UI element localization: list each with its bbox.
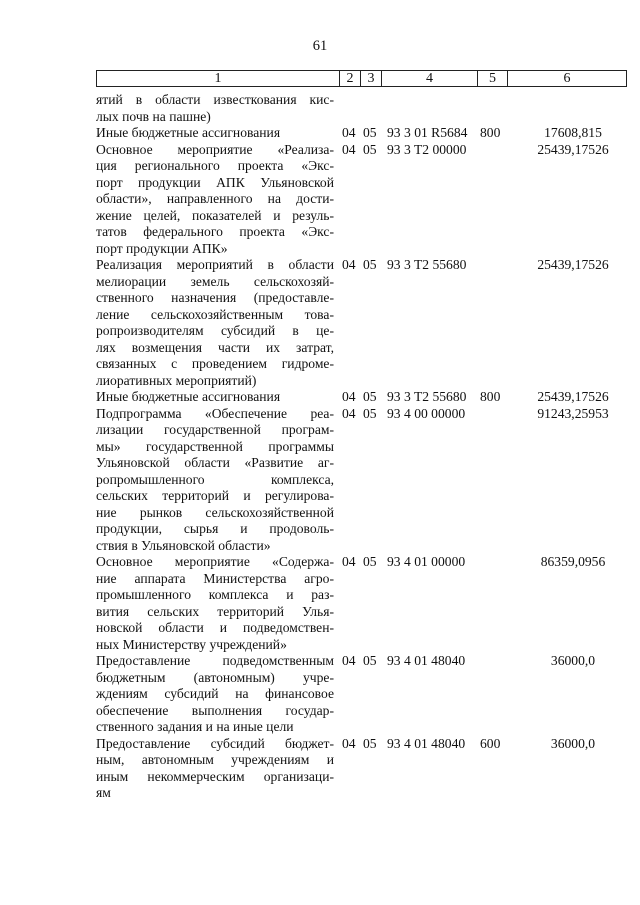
column-header-2: 2 [340,71,361,87]
section-code: 04 [342,257,356,272]
description-line: промышленного комплекса и раз- [96,587,334,602]
description-line: ям [96,785,111,800]
table-row [96,389,626,406]
description-line: иным некоммерческим организаци- [96,768,334,784]
description-line: жение целей, показателей и резуль- [96,207,334,223]
subsection-code: 05 [363,405,377,421]
target-article-code: 93 3 01 R5684 [387,125,468,140]
expense-type-code: 800 [480,389,501,404]
description-line: Иные бюджетные ассигнования [96,125,281,140]
target-article-code: 93 4 01 00000 [387,554,466,569]
description-line: Основное мероприятие «Реализа- [96,141,334,157]
column-header-1: 1 [97,71,340,87]
description-line: лизации государственной програм- [96,422,334,437]
subsection-code: 05 [363,257,377,272]
table-row [96,92,626,125]
table-row [96,142,626,258]
subsection-code: 05 [363,554,377,569]
table-row [96,257,626,389]
expense-type-code: 800 [480,125,501,140]
column-header-4: 4 [382,71,478,87]
table-row [96,125,626,142]
target-article-code: 93 4 01 48040 [387,653,466,668]
description-line: ственного задания и на иные цели [96,719,294,734]
target-article-code: 93 3 T2 55680 [387,389,467,404]
column-header-row [97,71,627,87]
row-description [96,142,334,258]
row-description [96,406,334,555]
description-line: лиоративных мероприятий) [96,372,257,388]
description-line: ственного назначения (предоставле- [96,290,334,305]
description-line: Основное мероприятие «Содержа- [96,554,334,569]
section-code: 04 [342,653,356,668]
table-row [96,653,626,736]
column-header-3: 3 [361,71,382,87]
target-article-code: 93 3 T2 00000 [387,141,467,157]
row-description [96,653,334,736]
target-article-code: 93 4 00 00000 [387,405,466,421]
description-line: ние рынков сельскохозяйственной [96,504,334,520]
description-line: ждениям субсидий на финансовое [96,686,334,701]
description-line: лых почв на пашне) [96,108,211,124]
description-line: ция регионального проекта «Экс- [96,158,334,173]
description-line: мы» государственной программы [96,438,334,454]
subsection-code: 05 [363,125,377,140]
row-amount: 36000,0 [550,735,596,751]
description-line: мелиорации земель сельскохозяй- [96,273,334,289]
description-line: Реализация мероприятий в области [96,257,334,272]
description-line: Ульяновской области «Развитие аг- [96,455,334,470]
table-row [96,406,626,555]
description-line: Предоставление субсидий бюджет- [96,735,334,751]
row-amount: 25439,17526 [537,257,609,272]
description-line: бюджетным (автономным) учре- [96,669,334,685]
target-article-code: 93 3 T2 55680 [387,257,467,272]
section-code: 04 [342,125,356,140]
subsection-code: 05 [363,735,377,751]
description-line: продукции, сырья и продоволь- [96,521,334,536]
description-line: обеспечение выполнения государ- [96,702,334,718]
description-line: ропроизводителям субсидий в це- [96,323,334,338]
description-line: вития сельских территорий Улья- [96,603,334,619]
description-line: Подпрограмма «Обеспечение реа- [96,405,334,421]
section-code: 04 [342,735,356,751]
subsection-code: 05 [363,389,377,404]
description-line: ным, автономным учреждениям и [96,752,334,767]
description-line: порт продукции АПК Ульяновской [96,174,334,190]
target-article-code: 93 4 01 48040 [387,735,466,751]
subsection-code: 05 [363,141,377,157]
description-line: связанных с проведением гидроме- [96,356,334,371]
description-line: ствия в Ульяновской области» [96,537,271,553]
table-row [96,736,626,802]
section-code: 04 [342,554,356,569]
row-description [96,736,334,802]
description-line: лях возмещения части их затрат, [96,339,334,355]
column-header-5: 5 [478,71,508,87]
description-line: ятий в области известкования кис- [96,92,334,107]
section-code: 04 [342,389,356,404]
row-amount: 36000,0 [550,653,596,668]
description-line: ропромышленного комплекса, [96,471,334,487]
row-description [96,125,334,142]
description-line: ние аппарата Министерства агро- [96,570,334,586]
column-header-table [96,70,627,87]
description-line: сельских территорий и регулирова- [96,488,334,503]
description-line: порт продукции АПК» [96,240,228,256]
budget-table-body [96,92,626,802]
row-description [96,554,334,653]
description-line: ление сельскохозяйственным това- [96,306,334,322]
section-code: 04 [342,405,356,421]
row-amount: 25439,17526 [537,389,609,404]
column-header-6: 6 [508,71,627,87]
description-line: новской области и подведомствен- [96,620,334,635]
row-amount: 91243,25953 [537,405,609,421]
description-line: Предоставление подведомственным [96,653,334,668]
table-row [96,554,626,653]
expense-type-code: 600 [480,735,501,751]
description-line: татов федерального проекта «Экс- [96,224,334,239]
row-description [96,257,334,389]
row-amount: 86359,0956 [540,554,606,569]
section-code: 04 [342,141,356,157]
page-number: 61 [312,38,328,54]
subsection-code: 05 [363,653,377,668]
row-amount: 17608,815 [544,125,602,140]
description-line: Иные бюджетные ассигнования [96,389,281,404]
row-description [96,389,334,406]
description-line: ных Министерству учреждений» [96,636,287,652]
description-line: области», направленного на дости- [96,191,334,206]
row-amount: 25439,17526 [537,141,609,157]
row-description [96,92,334,125]
